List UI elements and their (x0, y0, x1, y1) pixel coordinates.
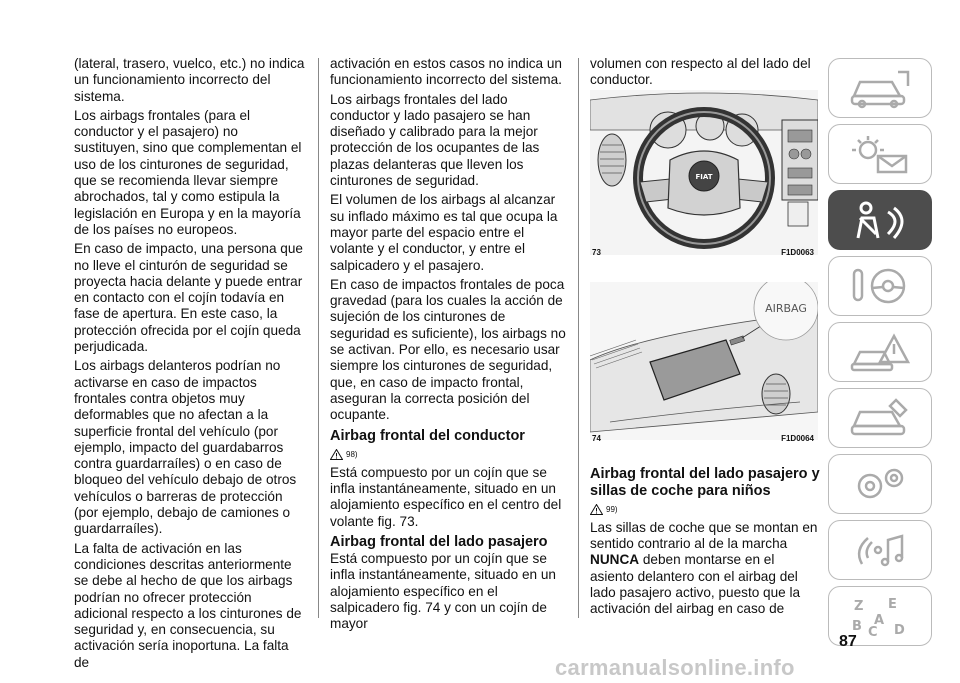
paragraph: Los airbags frontales del lado conductor y lado pasajero se han diseñado y calibrado para la mejor protección de los ocupantes de las plazas delanteras que lleven los cinturones de seguridad. (330, 91, 540, 189)
figure-74-passenger-airbag (590, 282, 818, 450)
warning-triangle-icon (330, 449, 343, 460)
svg-text:E: E (888, 597, 897, 612)
tab-multimedia[interactable] (828, 520, 932, 580)
car-dashboard-icon (848, 66, 912, 110)
seats-text: Las sillas de coche que se montan en sentido contrario al de la marcha (590, 519, 818, 552)
tab-lights-messages[interactable] (828, 124, 932, 184)
warning-number: 98) (346, 449, 358, 459)
lights-envelope-icon (848, 132, 912, 176)
figure-code: F1D0063 (781, 248, 814, 257)
warning-number: 99) (606, 504, 618, 514)
paragraph: Los airbags delanteros podrían no activarse en caso de impactos frontales contra objetos muy deformables que no afectan a la superficie frontal del vehículo (por ejemplo, impacto del guardabarros contra guardarraíles) o en caso de bloqueo del vehículo debajo de otros vehículos o barreras de protección (por ejemplo, debajo de camiones o guardarraíles). (74, 358, 297, 537)
page-number: 87 (839, 633, 857, 650)
heading-child-seats: Airbag frontal del lado pasajero y sillas de coche para niños (590, 465, 820, 499)
figure-number: 73 (592, 248, 601, 257)
tab-technical-data[interactable] (828, 454, 932, 514)
paragraph: El volumen de los airbags al alcanzar su inflado máximo es tal que ocupa la mayor parte del espacio entre el volante y el conductor, y entre el salpicadero y el pasajero. (330, 192, 558, 273)
tab-starting-driving[interactable] (828, 256, 932, 316)
text-column-1 (74, 56, 306, 674)
svg-text:B: B (852, 619, 862, 634)
multimedia-icon (848, 528, 912, 572)
heading-passenger-airbag: Airbag frontal del lado pasajero (330, 534, 548, 551)
chapter-tab-sidebar (828, 58, 932, 652)
tab-emergency[interactable] (828, 322, 932, 382)
seatbelt-airbag-icon (848, 198, 912, 242)
seats-text: deben montarse en el asiento delantero con el airbag del lado pasajero activo, puesto que la activación del airbag en caso de (590, 552, 801, 617)
warning-reference (330, 447, 566, 463)
paragraph: En caso de impactos frontales de poca gravedad (para los cuales la acción de sujeción de los cinturones de seguridad es suficiente), los airbags no se activan. Por ello, es necesario usar siempre los cinturones de seguridad, que, en caso de impacto frontal, aseguran la correcta posición del ocupante. (330, 276, 566, 423)
alphabet-index-icon (848, 594, 912, 638)
steering-wheel-illustration (590, 90, 818, 255)
paragraph: Está compuesto por un cojín que se infla instantáneamente, situado en un alojamiento específico en el centro del volante fig. 73. (330, 464, 562, 529)
column-divider (318, 58, 319, 618)
figure-73-steering-wheel (590, 90, 818, 265)
tab-safety[interactable] (828, 190, 932, 250)
paragraph: En caso de impacto, una persona que no lleve el cinturón de seguridad se proyecta hacia delante y puede entrar en contacto con el cojín todavía en fase de apertura. En este caso, la protección ofrecida por el cojín queda perjudicada. (74, 241, 303, 355)
airbag-label: AIRBAG (765, 302, 807, 315)
fiat-logo-text: FIAT (695, 173, 713, 181)
paragraph: La falta de activación en las condiciones descritas anteriormente se debe al hecho de que los airbags podrían no ofrecer protección adicional respecto a los cinturones de seguridad y, en consecuencia, su activación sería inoportuna. La falta de (74, 540, 302, 670)
paragraph: activación en estos casos no indica un funcionamiento incorrecto del sistema. (330, 56, 562, 88)
heading-driver-airbag: Airbag frontal del conductor (330, 427, 525, 444)
svg-text:C: C (868, 625, 878, 638)
svg-text:Z: Z (854, 599, 864, 614)
gears-icon (848, 462, 912, 506)
svg-text:A: A (874, 613, 885, 628)
tab-car-dashboard[interactable] (828, 58, 932, 118)
figure-number: 74 (592, 434, 601, 443)
figure-code: F1D0064 (781, 434, 814, 443)
column-divider (578, 58, 579, 618)
paragraph: Está compuesto por un cojín que se infla instantáneamente, situado en un alojamiento específico en el salpicadero fig. 74 y con un cojín de mayor (330, 551, 556, 632)
svg-text:D: D (894, 623, 905, 638)
warning-reference (590, 502, 820, 518)
emphasis-nunca: NUNCA (590, 552, 640, 568)
paragraph: volumen con respecto al del lado del conductor. (590, 56, 811, 88)
wrench-car-icon (848, 396, 912, 440)
paragraph: Los airbags frontales (para el conductor y el pasajero) no sustituyen, sino que complementan el uso de los cinturones de seguridad, que se recomienda llevar siempre abrochados, tal y como estipula la legislación en Europa y en la mayoría de los países no europeos. (74, 107, 302, 237)
warning-car-icon (848, 330, 912, 374)
paragraph (590, 520, 820, 618)
key-steering-wheel-icon (848, 264, 912, 308)
passenger-dashboard-illustration (590, 282, 818, 440)
tab-maintenance[interactable] (828, 388, 932, 448)
watermark: carmanualsonline.info (555, 655, 795, 680)
text-column-2 (330, 56, 566, 636)
paragraph: (lateral, trasero, vuelco, etc.) no indica un funcionamiento incorrecto del sistema. (74, 56, 305, 104)
warning-triangle-icon (590, 504, 603, 515)
